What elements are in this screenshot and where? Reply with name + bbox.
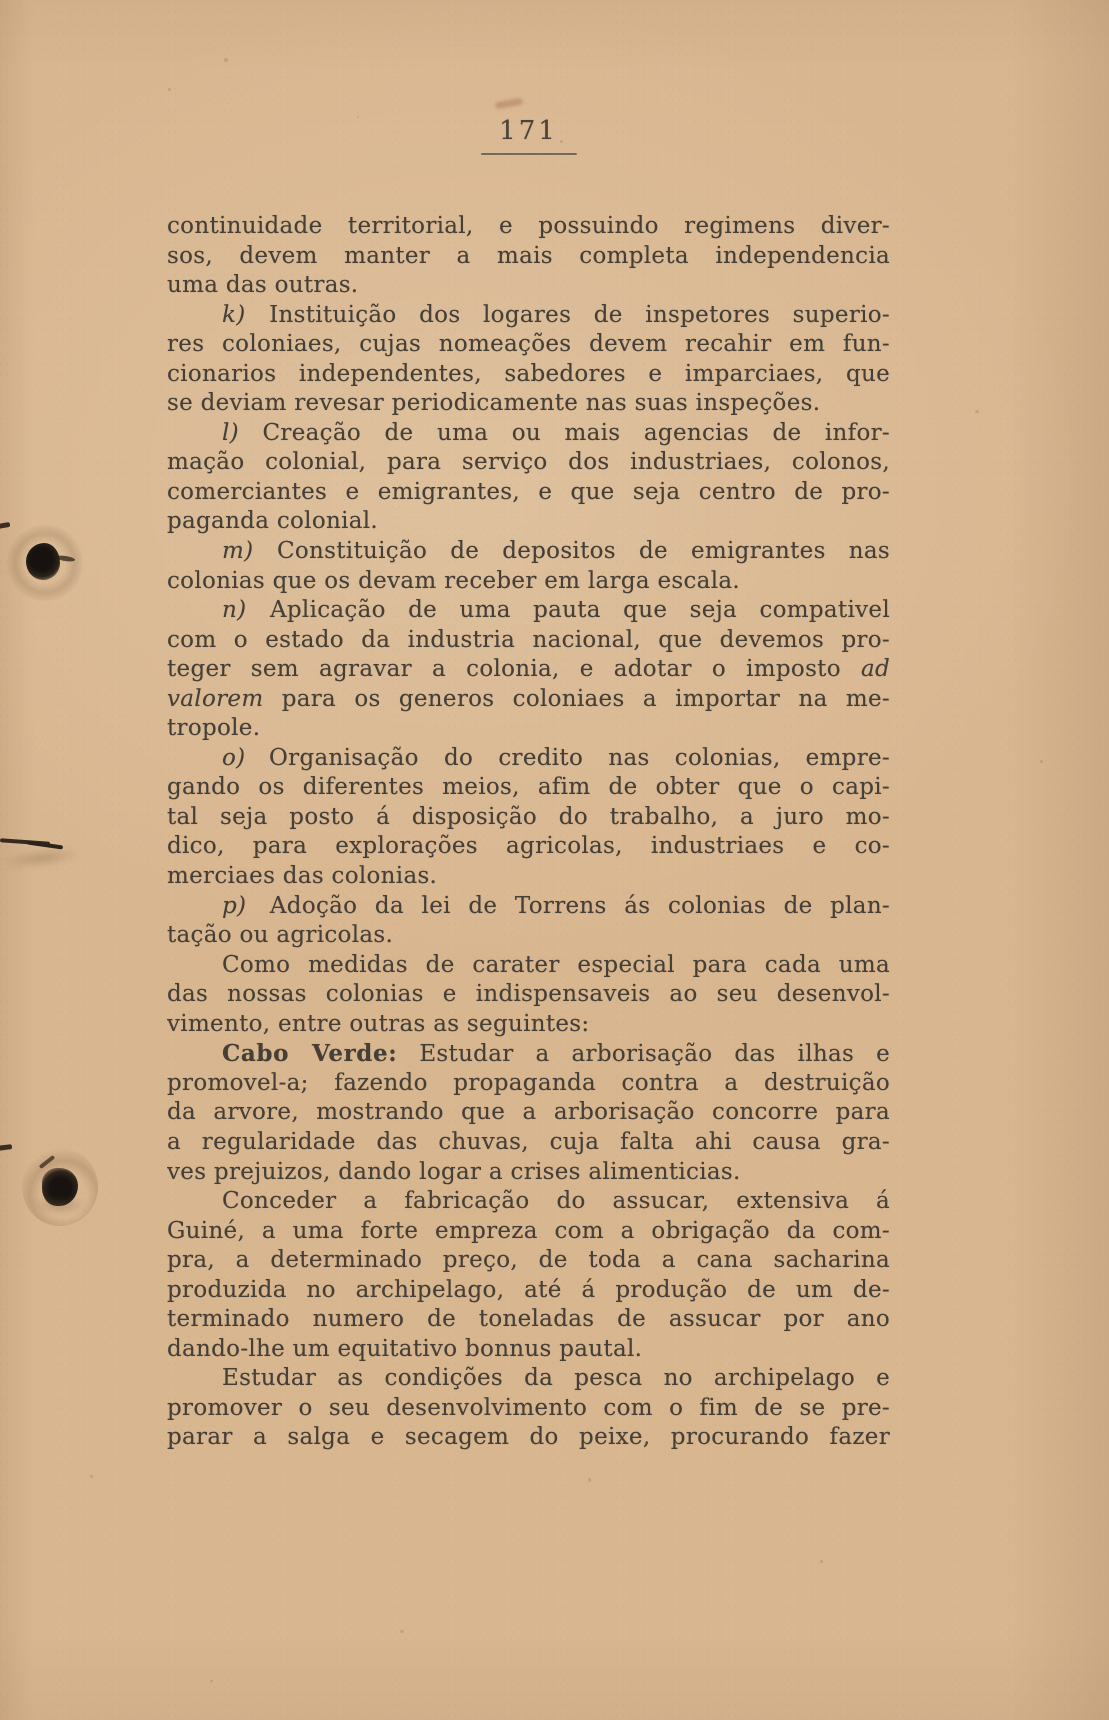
page-header	[167, 116, 890, 155]
text-segment: pra, a determinado preço, de toda a cana sacharina	[167, 1247, 890, 1274]
paragraph	[167, 596, 890, 744]
text-segment: Como medidas de carater especial para cada uma	[222, 951, 890, 978]
text-line	[167, 212, 890, 242]
text-segment: parar a salga e secagem do peixe, procurando fazer	[167, 1424, 890, 1451]
text-segment: com o estado da industria nacional, que devemos pro-	[167, 626, 890, 653]
text-line	[167, 478, 890, 508]
text-line	[167, 685, 890, 715]
text-segment: res coloniaes, cujas nomeações devem recahir em fun-	[167, 331, 890, 358]
text-segment: tropole.	[167, 715, 261, 742]
text-line	[167, 980, 890, 1010]
text-segment: mação colonial, para serviço dos industriaes, colonos,	[167, 449, 890, 476]
text-segment: para os generos coloniaes a importar na me-	[263, 685, 890, 712]
paper-speck	[210, 1680, 213, 1682]
text-segment: Conceder a fabricação do assucar, extensiva á	[222, 1188, 890, 1215]
text-line	[167, 803, 890, 833]
text-line	[167, 921, 890, 951]
paper-speck	[820, 1560, 823, 1563]
edge-ink-dash	[0, 522, 10, 529]
text-line	[167, 1394, 890, 1424]
text-segment: promover o seu desenvolvimento com o fim de se pre-	[167, 1394, 890, 1421]
paragraph	[167, 1364, 890, 1453]
text-line	[167, 1098, 890, 1128]
italic-text: o)	[222, 744, 246, 771]
paper-speck	[1040, 760, 1043, 763]
text-segment: Aplicação de uma pauta que seja compativel	[246, 597, 890, 624]
text-segment: dico, para explorações agricolas, industriaes e co-	[167, 833, 890, 860]
text-line	[167, 330, 890, 360]
text-segment: teger sem agravar a colonia, e adotar o imposto	[167, 656, 861, 683]
paper-speck	[560, 140, 563, 143]
paragraph	[167, 419, 890, 537]
text-segment: Estudar as condições da pesca no archipelago e	[222, 1365, 890, 1392]
text-segment: paganda colonial.	[167, 508, 379, 535]
paper-speck	[90, 1475, 93, 1478]
text-line	[167, 596, 890, 626]
italic-text: n)	[222, 597, 247, 624]
page-number: 171	[499, 116, 558, 146]
paper-speck	[400, 1630, 404, 1633]
text-line	[167, 1187, 890, 1217]
edge-ink-dash	[0, 1144, 12, 1151]
text-line	[167, 360, 890, 390]
paragraph	[167, 892, 890, 951]
text-line	[167, 744, 890, 774]
text-line	[167, 389, 890, 419]
italic-text: p)	[222, 892, 247, 919]
text-segment: Creação de uma ou mais agencias de infor-	[238, 419, 890, 446]
text-line	[167, 271, 890, 301]
text-segment: merciaes das colonias.	[167, 863, 438, 890]
text-line	[167, 301, 890, 331]
text-line	[167, 537, 890, 567]
text-segment: ves prejuizos, dando logar a crises alimenticias.	[167, 1158, 741, 1185]
text-segment: produzida no archipelago, até á produção de um de-	[167, 1276, 890, 1303]
italic-text: k)	[222, 301, 246, 328]
paragraph	[167, 212, 890, 301]
text-line	[167, 1305, 890, 1335]
text-segment: Instituição dos logares de inspetores superio-	[245, 301, 890, 328]
text-segment: comerciantes e emigrantes, e que seja centro de pro-	[167, 478, 890, 505]
paragraph	[167, 1187, 890, 1364]
text-line	[167, 448, 890, 478]
ink-blot-core	[26, 543, 60, 580]
text-line	[167, 892, 890, 922]
text-segment: Organisação do credito nas colonias, empre-	[245, 744, 890, 771]
text-line	[167, 242, 890, 272]
paragraph	[167, 301, 890, 419]
text-line	[167, 626, 890, 656]
text-line	[167, 1217, 890, 1247]
text-line	[167, 951, 890, 981]
paper-speck	[168, 88, 171, 91]
text-line	[167, 1069, 890, 1099]
text-segment: promovel-a; fazendo propaganda contra a destruição	[167, 1069, 890, 1096]
paper-speck	[588, 1478, 591, 1482]
bold-text: Cabo Verde:	[222, 1040, 398, 1068]
text-line	[167, 419, 890, 449]
text-line	[167, 567, 890, 597]
text-segment: dando-lhe um equitativo bonnus pautal.	[167, 1335, 643, 1362]
text-segment: gando os diferentes meios, afim de obter que o capi-	[167, 774, 890, 801]
text-line	[167, 1158, 890, 1188]
text-segment: tal seja posto á disposição do trabalho, a juro mo-	[167, 803, 890, 830]
paper-speck	[975, 410, 979, 413]
italic-text: l)	[222, 419, 239, 446]
margin-scratch-mark	[0, 832, 90, 878]
text-segment: cionarios independentes, sabedores e imparciaes, que	[167, 360, 890, 387]
scratch-smudge	[0, 843, 83, 873]
text-segment: da arvore, mostrando que a arborisação concorre para	[167, 1099, 890, 1126]
text-line	[167, 714, 890, 744]
text-segment: terminado numero de toneladas de assucar por ano	[167, 1306, 890, 1333]
text-segment: Estudar a arborisação das ilhas e	[397, 1041, 890, 1068]
body-text	[167, 212, 890, 1453]
italic-text: valorem	[167, 685, 264, 712]
text-segment: Guiné, a uma forte empreza com a obrigação da com-	[167, 1217, 890, 1244]
paper-speck	[700, 1060, 703, 1063]
text-segment: se deviam revesar periodicamente nas suas inspeções.	[167, 390, 821, 417]
text-line	[167, 1128, 890, 1158]
text-line	[167, 862, 890, 892]
ink-blot	[16, 534, 74, 592]
paragraph	[167, 744, 890, 892]
text-line	[167, 832, 890, 862]
text-segment: colonias que os devam receber em larga escala.	[167, 567, 740, 594]
text-line	[167, 507, 890, 537]
text-line	[167, 1364, 890, 1394]
ink-blot-shade	[34, 1196, 86, 1214]
paragraph	[167, 951, 890, 1040]
text-segment: continuidade territorial, e possuindo regimens diver-	[167, 213, 890, 239]
text-segment: vimento, entre outras as seguintes:	[167, 1010, 590, 1037]
italic-text: m)	[222, 538, 254, 565]
text-line	[167, 1246, 890, 1276]
text-segment: uma das outras.	[167, 272, 359, 299]
text-segment: sos, devem manter a mais completa independencia	[167, 242, 890, 269]
text-segment: a regularidade das chuvas, cuja falta ahi causa gra-	[167, 1128, 890, 1155]
text-segment: das nossas colonias e indispensaveis ao seu desenvol-	[167, 981, 890, 1008]
paper-speck	[224, 58, 228, 62]
paragraph	[167, 537, 890, 596]
text-line	[167, 1039, 890, 1069]
text-line	[167, 1010, 890, 1040]
page-number-rule	[481, 153, 577, 155]
red-smudge	[495, 98, 524, 110]
text-segment: Adoção da lei de Torrens ás colonias de plan-	[246, 892, 890, 919]
paragraph	[167, 1039, 890, 1187]
text-segment: tação ou agricolas.	[167, 922, 394, 949]
text-line	[167, 773, 890, 803]
text-line	[167, 1276, 890, 1306]
text-line	[167, 1423, 890, 1453]
text-line	[167, 1335, 890, 1365]
text-line	[167, 655, 890, 685]
italic-text: ad	[860, 656, 890, 683]
ink-blot	[30, 1156, 90, 1218]
text-segment: Constituição de depositos de emigrantes nas	[253, 538, 890, 565]
paper-speck	[357, 116, 359, 118]
